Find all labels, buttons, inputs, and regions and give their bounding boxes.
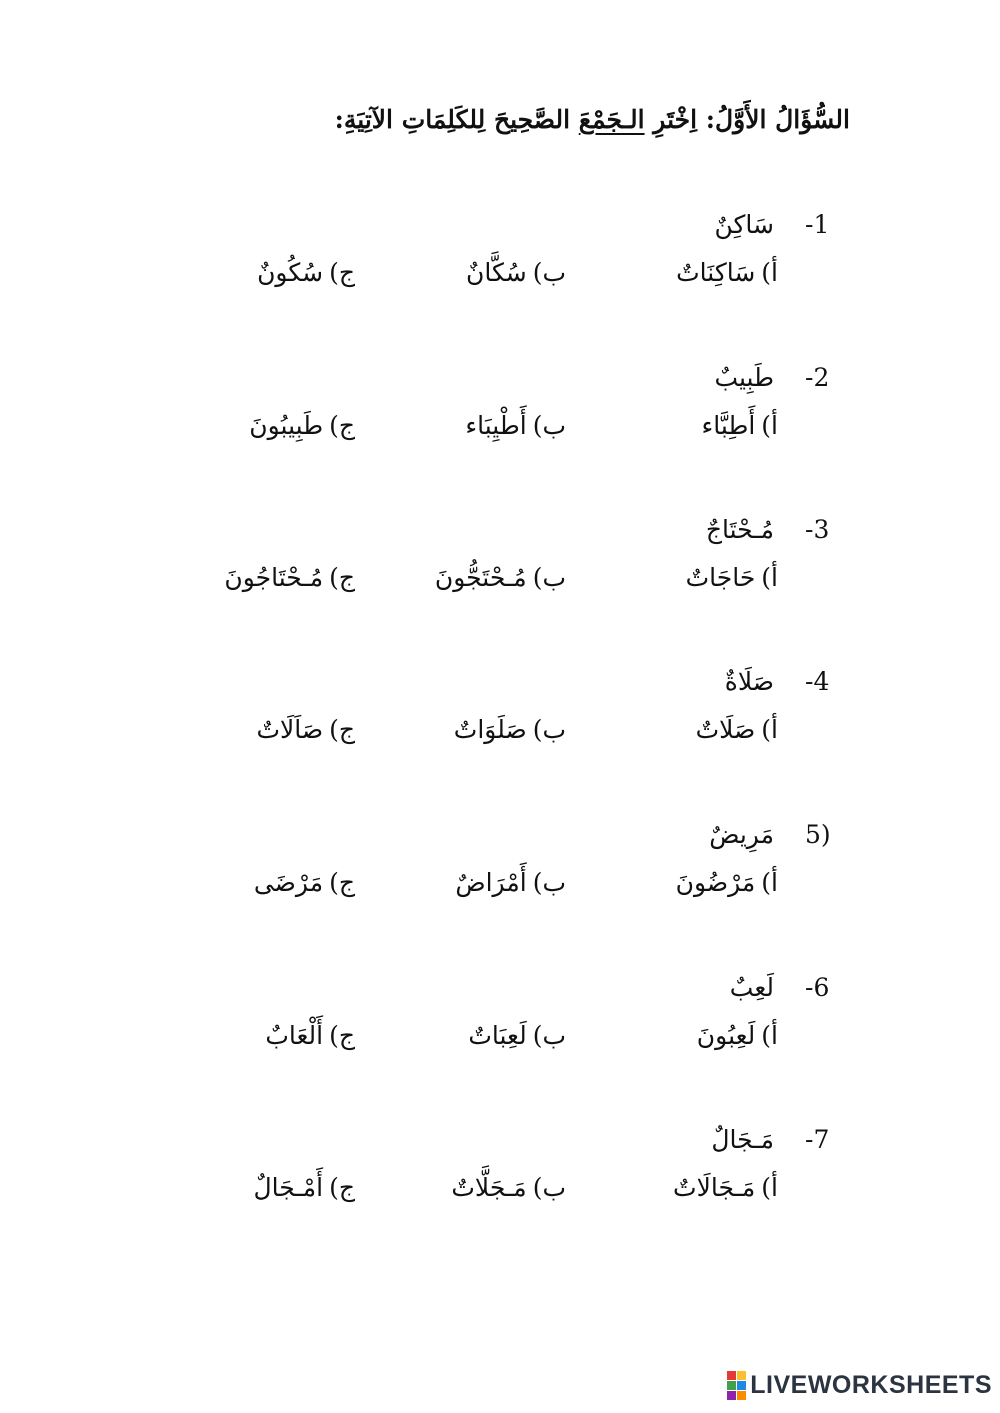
option-b-text: سُكَّانٌ: [465, 258, 527, 287]
option-c-label: ج): [329, 868, 355, 897]
title-suffix: الصَّحِيحَ لِلكَلِمَاتِ الآتِيَةِ:: [334, 105, 571, 134]
option-c[interactable]: [254, 863, 355, 903]
option-c-text: أَمْـجَالٌ: [253, 1173, 324, 1202]
option-b-label: ب): [532, 1021, 566, 1050]
option-a-label: أ): [761, 258, 778, 287]
option-b-label: ب): [532, 868, 566, 897]
question-word: مَرِيضٌ: [709, 820, 774, 849]
option-a[interactable]: [676, 253, 778, 293]
option-c-text: صَاَلَاتٌ: [256, 715, 324, 744]
option-a[interactable]: [696, 710, 778, 750]
option-b[interactable]: [451, 1168, 566, 1208]
option-a-label: أ): [761, 1173, 778, 1202]
option-c-text: طَبِيبُونَ: [249, 411, 324, 440]
question-word: صَلَاةٌ: [724, 667, 774, 696]
logo-square: [737, 1371, 746, 1380]
question-number: 5): [805, 820, 831, 849]
question-item: [0, 510, 1000, 630]
option-a[interactable]: [686, 558, 778, 598]
question-item: [0, 358, 1000, 478]
option-c-text: مُـحْتَاجُونَ: [224, 563, 324, 592]
option-b[interactable]: [435, 558, 566, 598]
option-a-label: أ): [761, 868, 778, 897]
title-underlined-word: الـجَمْعَ: [578, 105, 645, 134]
question-word: لَعِبٌ: [729, 973, 774, 1002]
option-c[interactable]: [257, 253, 355, 293]
watermark-text: LIVEWORKSHEETS: [750, 1370, 992, 1399]
option-a-text: حَاجَاتٌ: [685, 563, 756, 592]
option-c[interactable]: [249, 406, 355, 446]
question-number: -4: [805, 667, 830, 696]
question-item: [0, 205, 1000, 325]
option-b-text: لَعِبَاتٌ: [468, 1021, 527, 1050]
option-a-label: أ): [761, 1021, 778, 1050]
option-b-text: صَلَوَاتٌ: [453, 715, 527, 744]
option-c-label: ج): [329, 1173, 355, 1202]
question-title: [150, 100, 850, 140]
option-b-label: ب): [532, 715, 566, 744]
option-b-label: ب): [532, 1173, 566, 1202]
option-a[interactable]: [697, 1016, 778, 1056]
option-a[interactable]: [673, 1168, 778, 1208]
title-prefix: السُّؤَالُ الأَوَّلُ: اِخْتَرِ: [653, 105, 850, 134]
logo-square: [727, 1391, 736, 1400]
option-b-label: ب): [532, 258, 566, 287]
option-c-text: مَرْضَى: [253, 868, 324, 897]
logo-square: [737, 1381, 746, 1390]
option-b[interactable]: [465, 406, 566, 446]
option-b-text: أَطْيِبَاء: [465, 411, 527, 440]
option-c-label: ج): [329, 258, 355, 287]
option-a-text: أَطِبَّاء: [701, 411, 756, 440]
question-item: [0, 968, 1000, 1088]
option-c-label: ج): [329, 1021, 355, 1050]
option-b[interactable]: [455, 863, 566, 903]
option-a-text: مَرْضُونَ: [675, 868, 756, 897]
question-number: -7: [805, 1125, 830, 1154]
option-c[interactable]: [256, 710, 355, 750]
option-a-label: أ): [761, 563, 778, 592]
option-b-text: أَمْرَاضٌ: [455, 868, 527, 897]
liveworksheets-logo-icon: [727, 1371, 746, 1400]
question-item: [0, 662, 1000, 782]
question-item: [0, 1120, 1000, 1240]
option-c-label: ج): [329, 563, 355, 592]
option-b-label: ب): [532, 411, 566, 440]
question-word: طَبِيبٌ: [714, 363, 774, 392]
option-c-label: ج): [329, 715, 355, 744]
question-word: سَاكِنٌ: [714, 210, 774, 239]
option-c[interactable]: [265, 1016, 355, 1056]
option-a[interactable]: [702, 406, 778, 446]
option-b[interactable]: [468, 1016, 566, 1056]
question-number: -3: [805, 515, 830, 544]
option-a-text: صَلَاتٌ: [695, 715, 756, 744]
option-a-text: سَاكِنَاتٌ: [676, 258, 756, 287]
option-a-text: مَـجَالَاتٌ: [673, 1173, 756, 1202]
question-number: -1: [805, 210, 830, 239]
question-word: مَـجَالٌ: [711, 1125, 774, 1154]
option-b-label: ب): [532, 563, 566, 592]
option-a-label: أ): [761, 715, 778, 744]
logo-square: [727, 1371, 736, 1380]
option-a[interactable]: [676, 863, 778, 903]
option-b-text: مُـحْتَجُّونَ: [434, 563, 527, 592]
option-c[interactable]: [254, 1168, 356, 1208]
question-number: -6: [805, 973, 830, 1002]
option-b[interactable]: [454, 710, 566, 750]
option-b-text: مَـجَلَّاتٌ: [451, 1173, 527, 1202]
question-word: مُـحْتَاجٌ: [705, 515, 774, 544]
option-c-text: أَلْعَابٌ: [265, 1021, 324, 1050]
question-item: [0, 815, 1000, 935]
question-number: -2: [805, 363, 830, 392]
logo-square: [727, 1381, 736, 1390]
option-b[interactable]: [466, 253, 566, 293]
liveworksheets-watermark: [727, 1369, 992, 1401]
option-a-text: لَعِبُونَ: [696, 1021, 756, 1050]
option-c[interactable]: [224, 558, 355, 598]
option-c-text: سُكُونٌ: [257, 258, 324, 287]
option-a-label: أ): [761, 411, 778, 440]
logo-square: [737, 1391, 746, 1400]
option-c-label: ج): [329, 411, 355, 440]
